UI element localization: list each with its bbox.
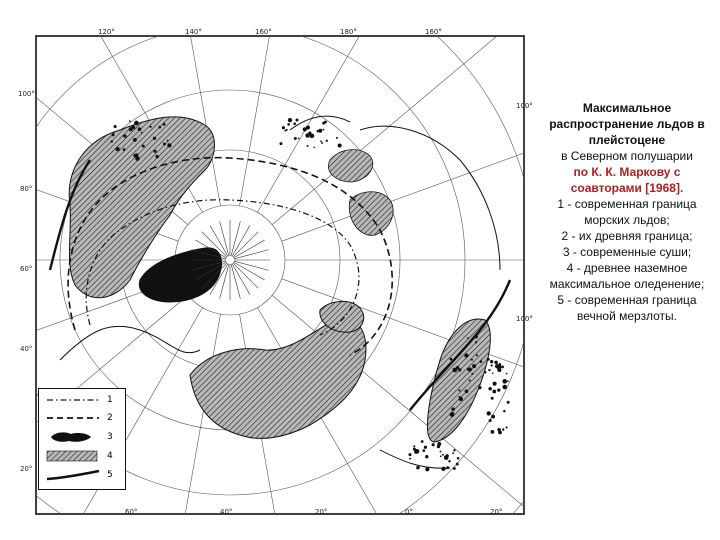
island-dot <box>153 150 156 153</box>
island-dot <box>452 452 454 454</box>
island-dot <box>129 120 131 122</box>
island-dot <box>307 145 309 147</box>
island-dot <box>425 467 429 471</box>
island-dot <box>416 466 420 470</box>
island-dot <box>442 454 444 456</box>
label-left-0: 100° <box>18 90 35 98</box>
island-dot <box>453 449 455 451</box>
island-dot <box>308 132 311 135</box>
island-dot <box>495 364 499 368</box>
island-dot <box>488 387 491 390</box>
label-top-2: 160° <box>255 28 272 36</box>
island-dot <box>282 126 285 129</box>
island-dot <box>280 142 283 145</box>
island-dot <box>425 455 428 458</box>
island-dot <box>123 135 125 137</box>
caption-title-rest: в Северном полушарии <box>561 149 693 163</box>
map-caption <box>542 100 712 324</box>
label-bottom-4: 20° <box>490 508 503 516</box>
island-dot <box>456 366 459 369</box>
island-dot <box>502 385 507 390</box>
island-dot <box>409 458 411 460</box>
island-dot <box>440 455 442 457</box>
island-dot <box>156 155 159 158</box>
island-dot <box>501 365 504 368</box>
island-dot <box>298 138 300 140</box>
caption-item-4: 4 - древнее наземное максимальное оледенение; <box>549 261 705 291</box>
legend-item-1 <box>45 393 121 407</box>
island-dot <box>471 373 473 375</box>
island-dot <box>141 132 143 134</box>
island-dot <box>338 143 342 147</box>
label-right-0: 100° <box>516 102 533 110</box>
island-dot <box>306 125 310 129</box>
legend-num-1: 1 <box>107 395 113 405</box>
island-dot <box>320 140 322 142</box>
island-dot <box>448 460 450 462</box>
island-dot <box>294 137 297 140</box>
island-dot <box>453 467 456 470</box>
island-dot <box>491 364 493 366</box>
label-bottom-1: 40° <box>220 508 233 516</box>
island-dot <box>478 386 481 389</box>
island-dot <box>133 138 137 142</box>
legend-num-4: 4 <box>107 451 113 461</box>
island-dot <box>487 358 490 361</box>
island-dot <box>446 466 449 469</box>
island-dot <box>503 410 505 412</box>
caption-item-2: 2 - их древняя граница; <box>561 229 693 243</box>
legend-num-5: 5 <box>107 470 113 480</box>
map-legend <box>38 388 126 490</box>
legend-num-3: 3 <box>107 432 113 442</box>
island-dot <box>326 140 328 142</box>
island-dot <box>484 371 486 373</box>
island-dot <box>432 443 435 446</box>
island-dot <box>464 354 468 358</box>
legend-item-4 <box>45 449 121 463</box>
island-dot <box>456 463 459 466</box>
island-dot <box>110 140 112 142</box>
island-dot <box>467 368 469 370</box>
island-dot <box>498 431 502 435</box>
island-dot <box>324 121 327 124</box>
island-dot <box>167 140 169 142</box>
island-dot <box>288 118 292 122</box>
island-dot <box>492 390 496 394</box>
island-dot <box>497 389 500 392</box>
island-dot <box>465 389 469 393</box>
island-dot <box>336 137 338 139</box>
island-dot <box>112 133 115 136</box>
legend-item-5 <box>45 468 121 482</box>
island-dot <box>502 379 507 384</box>
island-dot <box>502 428 504 430</box>
island-dot <box>138 127 142 131</box>
island-dot <box>452 412 454 414</box>
island-dot <box>480 360 483 363</box>
island-dot <box>421 440 424 443</box>
island-dot <box>488 369 490 371</box>
island-dot <box>318 129 322 133</box>
island-dot <box>296 118 299 121</box>
island-dot <box>437 445 440 448</box>
island-dot <box>491 415 495 419</box>
label-bottom-0: 60° <box>125 508 138 516</box>
island-dot <box>163 123 166 126</box>
island-dot <box>123 148 126 151</box>
legend-item-3 <box>45 430 121 444</box>
label-bottom-3: 0° <box>405 508 413 516</box>
island-dot <box>476 354 478 356</box>
legend-item-2 <box>45 411 121 425</box>
island-dot <box>134 121 139 126</box>
legend-symbol-heavy <box>45 468 101 482</box>
island-dot <box>491 430 495 434</box>
legend-num-2: 2 <box>107 413 113 423</box>
island-dot <box>293 122 296 125</box>
island-dot <box>490 360 493 363</box>
caption-item-5: 5 - современная граница вечной мерзлоты. <box>557 293 697 323</box>
island-dot <box>408 453 411 456</box>
legend-symbol-hatched <box>45 449 101 463</box>
island-dot <box>153 137 156 140</box>
island-dot <box>114 125 117 128</box>
island-dot <box>451 407 454 410</box>
island-dot <box>506 426 508 428</box>
island-dot <box>507 380 509 382</box>
island-dot <box>133 154 136 157</box>
island-dot <box>489 419 492 422</box>
island-dot <box>450 358 453 361</box>
island-dot <box>424 446 427 449</box>
legend-symbol-dash-dot <box>45 393 101 407</box>
island-dot <box>494 361 498 365</box>
island-dot <box>115 147 119 151</box>
caption-item-1: 1 - современная граница морских льдов; <box>557 197 697 227</box>
island-dot <box>422 449 425 452</box>
island-dot <box>158 126 161 129</box>
island-dot <box>487 411 491 415</box>
island-dot <box>321 142 323 144</box>
label-top-1: 140° <box>185 28 202 36</box>
island-dot <box>491 397 494 400</box>
label-bottom-2: 20° <box>315 508 328 516</box>
island-dot <box>497 368 501 372</box>
caption-title: Максимальное распространение льдов в плейстоцене <box>549 101 705 147</box>
legend-symbol-dashed <box>45 411 101 425</box>
island-dot <box>446 454 449 457</box>
island-dot <box>507 401 510 404</box>
island-dot <box>472 364 476 368</box>
label-top-3: 180° <box>340 28 357 36</box>
island-dot <box>168 145 170 147</box>
island-dot <box>475 341 477 343</box>
island-dot <box>129 127 133 131</box>
island-dot <box>493 382 497 386</box>
island-dot <box>286 129 288 131</box>
label-top-4: 160° <box>425 28 442 36</box>
island-dot <box>313 147 315 149</box>
caption-authors: по К. К. Маркову с соавторами [1968]. <box>570 165 684 195</box>
island-dot <box>492 372 494 374</box>
island-dot <box>287 123 290 126</box>
label-right-1: 100° <box>516 315 533 323</box>
label-left-2: 60° <box>20 265 33 273</box>
island-dot <box>471 359 473 361</box>
label-left-3: 40° <box>20 345 33 353</box>
island-dot <box>459 397 463 401</box>
caption-item-3: 3 - современные суши; <box>562 245 692 259</box>
label-left-4: 20° <box>20 465 33 473</box>
island-dot <box>440 451 442 453</box>
island-dot <box>163 143 166 146</box>
label-left-1: 80° <box>20 185 33 193</box>
label-top-0: 120° <box>98 28 115 36</box>
island-dot <box>413 445 415 447</box>
island-dot <box>441 467 445 471</box>
legend-symbol-black <box>45 430 101 444</box>
island-dot <box>467 337 469 339</box>
island-dot <box>413 448 416 451</box>
island-dot <box>457 457 460 460</box>
island-dot <box>458 389 460 391</box>
island-dot <box>142 145 145 148</box>
island-dot <box>506 373 508 375</box>
island-dot <box>469 379 471 381</box>
island-dot <box>323 129 325 131</box>
island-dot <box>149 126 151 128</box>
